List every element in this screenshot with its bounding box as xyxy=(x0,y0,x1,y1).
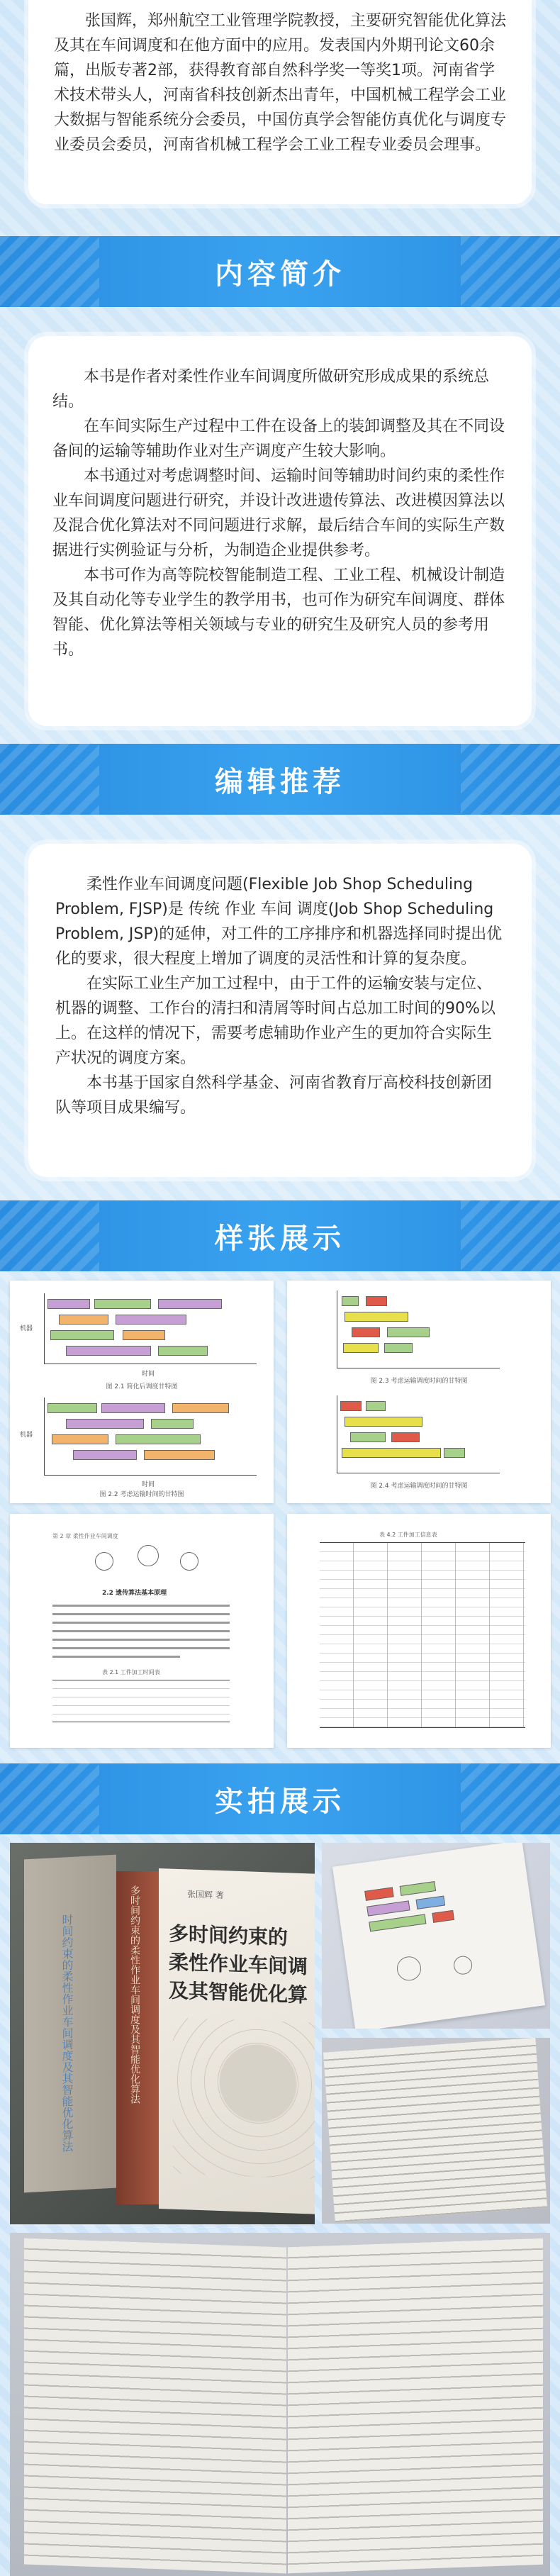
section-title-intro: 内容简介 xyxy=(215,257,345,291)
diagram-node xyxy=(138,1545,159,1566)
gantt-bar xyxy=(94,1299,151,1309)
sample-page-table[interactable] xyxy=(287,1514,551,1748)
book-back-cover xyxy=(24,1855,116,2193)
section-banner-editor xyxy=(0,744,560,815)
text-line xyxy=(52,1622,230,1624)
gantt-bar xyxy=(343,1343,379,1353)
editor-paragraph-3: 本书基于国家自然科学基金、河南省教育厅高校科技创新团队等项目成果编写。 xyxy=(55,1074,493,1117)
gantt-bar xyxy=(345,1417,422,1427)
text-line xyxy=(52,1639,230,1641)
book-cover-art xyxy=(173,2018,315,2179)
gantt-chart-2 xyxy=(44,1398,257,1476)
gantt-bar xyxy=(342,1448,441,1458)
intro-paragraph-4: 本书可作为高等院校智能制造工程、工业工程、机械设计制造及其自动化等专业学生的教学用书，也可作为研究车间调度、群体智能、优化算法等相关领域与专业的研究生及研究人员的参考用书。 xyxy=(52,567,505,659)
gantt-bar xyxy=(391,1432,420,1442)
diagram-node xyxy=(180,1552,198,1571)
intro-paragraph-1: 本书是作者对柔性作业车间调度所做研究形成成果的系统总结。 xyxy=(52,368,490,411)
gantt-bar xyxy=(47,1403,97,1413)
text-line xyxy=(52,1656,180,1658)
gantt-bar xyxy=(66,1419,144,1429)
photo-page xyxy=(332,1843,545,2029)
gantt-bar xyxy=(432,1910,454,1923)
gantt-bar xyxy=(116,1315,186,1325)
gantt-bar xyxy=(384,1343,413,1353)
gantt-bar xyxy=(59,1315,108,1325)
gantt-chart-3 xyxy=(337,1290,500,1368)
section-title-editor: 编辑推荐 xyxy=(215,765,345,798)
gantt-bar xyxy=(387,1327,430,1337)
gantt-chart-1 xyxy=(44,1293,257,1364)
photo-book-cover[interactable] xyxy=(10,1843,315,2224)
photo-right-page xyxy=(288,2238,543,2574)
flow-diagram xyxy=(95,1545,201,1580)
gantt-bar xyxy=(73,1450,137,1460)
book-front-cover xyxy=(159,1868,315,2214)
book-title-line-1: 多时间约束的 xyxy=(169,1922,289,1950)
gantt-bar xyxy=(144,1450,215,1460)
gantt-bar xyxy=(350,1432,386,1442)
gantt-2-ylabel: 机器 xyxy=(20,1432,33,1439)
gantt-chart-4 xyxy=(337,1395,500,1473)
author-bio-card xyxy=(28,0,532,204)
intro-card xyxy=(28,336,532,726)
book-title-line-2: 柔性作业车间调 xyxy=(169,1950,308,1979)
gantt-bar xyxy=(416,1895,446,1909)
gantt-1-xlabel: 时间 xyxy=(142,1371,155,1378)
photo-left-page xyxy=(24,2238,286,2574)
photo-book-table[interactable] xyxy=(322,2038,550,2224)
figure-caption-3: 图 2.3 考虑运输调度时间的甘特图 xyxy=(370,1378,468,1385)
gantt-bar xyxy=(101,1403,165,1413)
gantt-bar xyxy=(444,1448,465,1458)
sample-page-gantt-2[interactable] xyxy=(287,1281,551,1503)
sample-page-gantt-1[interactable] xyxy=(10,1281,274,1503)
sample-table-caption-2: 表 4.2 工件加工信息表 xyxy=(379,1532,437,1538)
gantt-bar xyxy=(116,1434,201,1444)
gantt-bar xyxy=(366,1401,386,1411)
gantt-bar xyxy=(352,1327,380,1337)
book-title-line-3: 及其智能优化算 xyxy=(169,1978,308,2007)
sample-page-subheading: 2.2 遗传算法基本原理 xyxy=(102,1590,167,1597)
photo-open-book-spread[interactable] xyxy=(10,2233,550,2576)
gantt-bar xyxy=(172,1403,229,1413)
text-line xyxy=(52,1613,230,1615)
intro-paragraph-2: 在车间实际生产过程中工件在设备上的装卸调整及其在不同设备间的运输等辅助作业对生产调度产生较大影响。 xyxy=(52,418,505,460)
book-spine-title: 多时间约束的柔性作业车间调度及其智能优化算法 xyxy=(129,1885,140,2104)
photo-page xyxy=(323,2038,547,2222)
gantt-bar xyxy=(66,1346,151,1356)
book-spine xyxy=(116,1871,159,2204)
intro-paragraph-3: 本书通过对考虑调整时间、运输时间等辅助时间约束的柔性作业车间调度问题进行研究，并设计改进遗传算法、改进模因算法以及混合优化算法对不同问题进行求解，最后结合车间的实际生产数据进行实例验证与分析，为制造企业提供参考。 xyxy=(52,467,505,559)
diagram-node xyxy=(452,1955,473,1975)
section-title-photos: 实拍展示 xyxy=(215,1785,345,1818)
book-author: 张国辉 著 xyxy=(187,1889,224,1901)
gantt-1-ylabel: 机器 xyxy=(20,1325,33,1332)
figure-caption-2: 图 2.2 考虑运输时间的甘特图 xyxy=(99,1491,184,1498)
gantt-bar xyxy=(123,1330,165,1340)
section-banner-intro xyxy=(0,236,560,307)
gantt-2-xlabel: 时间 xyxy=(142,1481,155,1488)
sample-table-caption: 表 2.1 工件加工时间表 xyxy=(102,1669,160,1675)
diagram-node xyxy=(396,1955,422,1982)
editor-paragraph-2: 在实际工业生产加工过程中，由于工件的运输安装与定位、机器的调整、工作台的清扫和清屑等时间占总加工时间的90%以上。在这样的情况下，需要考虑辅助作业产生的更加符合实际生产状况的调度方案。 xyxy=(55,975,495,1067)
gantt-bar xyxy=(52,1434,108,1444)
sample-page-heading: 第 2 章 柔性作业车间调度 xyxy=(52,1533,118,1539)
gantt-bar xyxy=(345,1312,408,1322)
book-back-text: 时间约束的柔性作业车间调度及其智能优化算法 xyxy=(60,1913,74,2153)
gantt-bar xyxy=(400,1881,436,1896)
gantt-bar xyxy=(151,1419,194,1429)
gantt-bar xyxy=(158,1346,208,1356)
section-banner-photos xyxy=(0,1763,560,1834)
sample-table-2 xyxy=(320,1542,525,1728)
text-line xyxy=(52,1605,230,1607)
sample-page-text-1[interactable] xyxy=(10,1514,274,1748)
photo-open-book-gantt[interactable] xyxy=(322,1843,550,2029)
diagram-node xyxy=(95,1552,113,1571)
gantt-bar xyxy=(366,1900,410,1916)
gantt-bar xyxy=(342,1296,359,1306)
gantt-bar xyxy=(47,1299,90,1309)
author-bio-text: 张国辉，郑州航空工业管理学院教授，主要研究智能优化算法及其在车间调度和在他方面中的应用。发表国内外期刊论文60余篇，出版专著2部，获得教育部自然科学奖一等奖1项。河南省学术技术带头人，河南省科技创新杰出青年，中国机械工程学会工业大数据与智能系统分会委员，中国仿真学会智能仿真优化与调度专业委员会委员，河南省机械工程学会工业工程专业委员会理事。 xyxy=(54,12,507,154)
sample-table xyxy=(52,1680,230,1722)
gantt-bar xyxy=(364,1887,394,1900)
gantt-bar xyxy=(369,1914,426,1931)
gantt-bar xyxy=(340,1401,362,1411)
editor-paragraph-1: 柔性作业车间调度问题(Flexible Job Shop Scheduling Problem, FJSP)是 传统 作业 车间 调度(Job Shop Scheduling Problem, JSP)的延伸，对工件的工序排序和机器选择同时提出优化的要求，很大程度上增加了调度的灵活性和计算的复杂度。 xyxy=(55,876,503,968)
figure-caption-1: 图 2.1 简化后调度甘特图 xyxy=(106,1383,178,1390)
section-title-samples: 样张展示 xyxy=(215,1222,345,1255)
figure-caption-4: 图 2.4 考虑运输调度时间的甘特图 xyxy=(370,1483,468,1490)
section-banner-samples xyxy=(0,1200,560,1271)
editor-card xyxy=(28,844,532,1177)
gantt-bar xyxy=(158,1299,222,1309)
text-line xyxy=(52,1630,230,1632)
text-line xyxy=(52,1647,230,1649)
gantt-bar xyxy=(50,1330,114,1340)
gantt-bar xyxy=(366,1296,387,1306)
